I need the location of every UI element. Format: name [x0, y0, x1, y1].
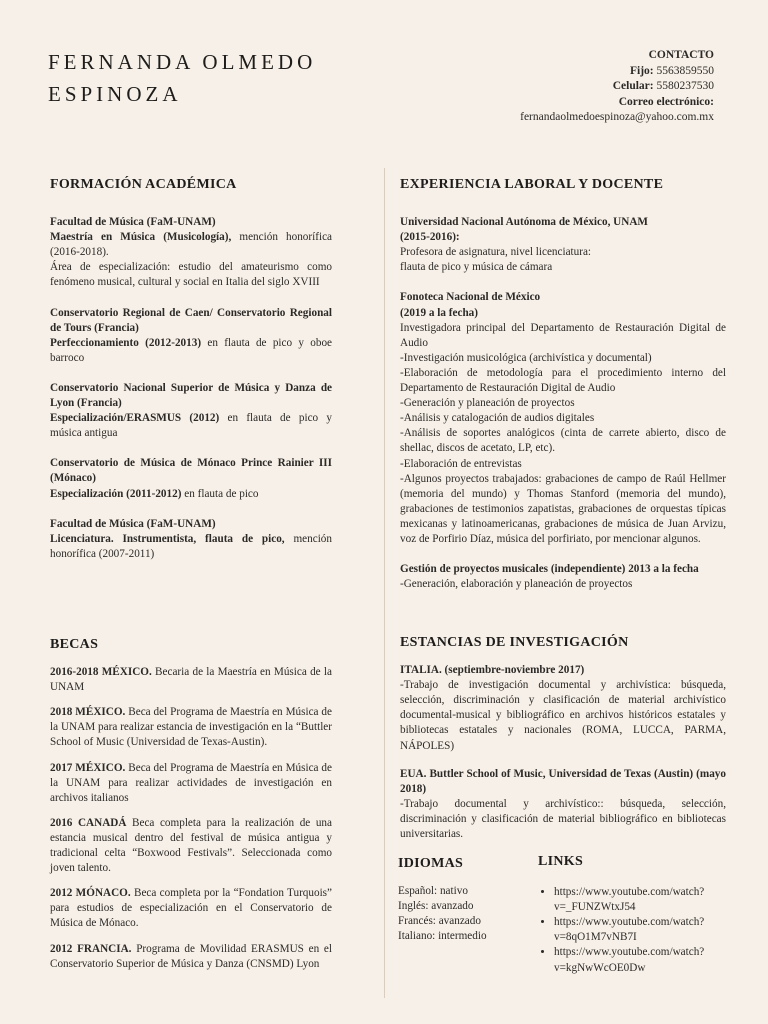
beca-text: Beca del Programa de Maestría en Música de la UNAM para realizar estancia de investigación en la “Buttler School of Music (Universidad de Texas-Austin).	[50, 706, 332, 749]
entry-degree-line	[50, 532, 332, 562]
job-line: flauta de pico y música de cámara	[400, 261, 553, 274]
entry-degree: Especialización (2011-2012)	[50, 487, 182, 500]
experiencia-entry	[400, 215, 726, 275]
link-item[interactable]: • https://www.youtube.com/watch?v=_FUNZWtxJ54	[554, 885, 728, 915]
entry-detail: en flauta de pico	[181, 487, 259, 500]
name-line-1: FERNANDA OLMEDO	[48, 50, 317, 74]
job-title: Fonoteca Nacional de México	[400, 291, 541, 304]
job-line: Profesora de asignatura, nivel licenciatura:	[400, 246, 592, 259]
link-item[interactable]: • https://www.youtube.com/watch?v=8qO1M7vNB7I	[554, 915, 728, 945]
formacion-heading: FORMACIÓN ACADÉMICA	[50, 177, 237, 192]
estancia-entry	[400, 767, 726, 842]
beca-text: Beca completa por la “Fondation Turquois” para estudios de especialización en el Conservatorio de Música de Mónaco.	[50, 887, 333, 930]
job-line: -Elaboración de metodología para el procedimiento interno del Departamento de Restauración Digital de Audio	[400, 366, 726, 395]
fijo-label: Fijo:	[629, 64, 654, 77]
estancias-heading: ESTANCIAS DE INVESTIGACIÓN	[400, 635, 629, 650]
idiomas-section	[398, 856, 518, 944]
email-label: Correo electrónico:	[618, 95, 714, 108]
entry-detail: en flauta de pico y música antigua	[50, 412, 332, 440]
person-name	[48, 46, 316, 110]
idioma-item: Español: nativo	[398, 885, 468, 898]
celular-label: Celular:	[612, 80, 654, 92]
job-line: -Investigación musicológica (archivística y documental)	[400, 351, 652, 364]
beca-entry	[50, 886, 332, 931]
beca-lead: 2016 CANADÁ	[50, 816, 127, 829]
entry-institution: Facultad de Música (FaM-UNAM)	[50, 517, 216, 530]
idioma-item: Inglés: avanzado	[398, 900, 474, 913]
entry-degree: Maestría en Música (Musicología),	[50, 231, 232, 244]
experiencia-section	[400, 177, 726, 592]
entry-detail: mención honorífica (2007-2011)	[50, 532, 332, 560]
contact-title: CONTACTO	[648, 49, 714, 61]
beca-entry	[50, 761, 332, 806]
entry-degree-line	[50, 411, 332, 441]
beca-lead: 2012 FRANCIA.	[50, 942, 132, 955]
beca-text: Beca completa para la realización de una estancia musical dentro del festival de música antigua y tradicional celta “Boxwood Festivals”. Seleccionada como joven talento.	[50, 816, 332, 875]
experiencia-entry	[400, 562, 726, 592]
beca-entry	[50, 942, 332, 972]
job-line: Investigadora principal del Departamento de Restauración Digital de Audio	[400, 321, 726, 349]
beca-lead: 2018 MÉXICO.	[50, 706, 126, 719]
becas-section	[50, 637, 332, 972]
entry-degree: Licenciatura. Instrumentista, flauta de pico,	[50, 532, 285, 545]
beca-text: Programa de Movilidad ERASMUS en el Conservatorio Superior de Música y Danza (CNSMD) Lyon	[50, 942, 332, 970]
estancia-text: -Trabajo documental y archivístico:: búsqueda, selección, discriminación y clasificación de material bibliográfico en bibliotecas universitarias.	[400, 797, 726, 841]
formacion-entry	[50, 381, 332, 441]
idiomas-heading: IDIOMAS	[398, 856, 464, 871]
experiencia-heading: EXPERIENCIA LABORAL Y DOCENTE	[400, 177, 664, 192]
beca-entry	[50, 816, 332, 876]
email-value[interactable]: fernandaolmedoespinoza@yahoo.com.mx	[520, 111, 714, 123]
job-period: (2015-2016):	[400, 231, 460, 244]
links-heading: LINKS	[538, 854, 584, 869]
entry-degree-line	[50, 487, 332, 502]
job-line: -Generación, elaboración y planeación de proyectos	[400, 578, 633, 591]
formacion-section	[50, 177, 332, 562]
job-line: -Algunos proyectos trabajados: grabaciones de campo de Raúl Hellmer (memoria del mundo) y Thomas Stanford (memoria del mundo), grabaciones de testimonios zapatistas, grabaciones de orquestas típicas mexicanas y latinoamericanas, grabaciones de música de Juan Arvizu, voz de Porfirio Díaz, música del porfiriato, por mencionar algunos.	[400, 472, 726, 545]
name-line-2: ESPINOZA	[48, 82, 182, 106]
contact-fijo	[384, 64, 714, 80]
estancia-text: -Trabajo de investigación documental y archivística: búsqueda, selección, discriminación y clasificación de material archivístico documental-musical y bibliográfico en archivos históricos estatales y bibliotecas estatales y nacionales (ROMA, LUCCA, PARMA, NÁPOLES)	[400, 679, 726, 752]
job-period: (2019 a la fecha)	[400, 306, 478, 319]
beca-lead: 2012 MÓNACO.	[50, 887, 131, 900]
job-line: -Análisis y catalogación de audios digitales	[400, 412, 595, 425]
entry-institution: Conservatorio de Música de Mónaco Prince Rainier III (Mónaco)	[50, 457, 332, 485]
entry-institution: Facultad de Música (FaM-UNAM)	[50, 216, 216, 229]
entry-detail: en flauta de pico y oboe barroco	[50, 336, 333, 364]
formacion-entry	[50, 456, 332, 501]
job-line: -Elaboración de entrevistas	[400, 457, 522, 470]
entry-institution: Conservatorio Nacional Superior de Música y Danza de Lyon (Francia)	[50, 381, 332, 410]
entry-detail: mención honorífica (2016-2018).	[50, 231, 332, 259]
estancias-section	[400, 635, 726, 842]
links-section	[538, 854, 728, 976]
entry-degree: Especialización/ERASMUS (2012)	[50, 412, 220, 425]
job-line: -Análisis de soportes analógicos (cinta de carrete abierto, disco de shellac, discos de acetato, LP, etc).	[400, 427, 726, 455]
formacion-entry	[50, 517, 332, 562]
idioma-item: Italiano: intermedio	[398, 930, 487, 943]
entry-degree-line	[50, 336, 332, 366]
job-line: -Generación y planeación de proyectos	[400, 397, 575, 410]
column-divider	[384, 168, 385, 998]
beca-entry	[50, 665, 332, 695]
idioma-item: Francés: avanzado	[398, 915, 481, 928]
link-item[interactable]: • https://www.youtube.com/watch?v=kgNwWcOE0Dw	[554, 945, 728, 975]
beca-text: Becaria de la Maestría en Música de la UNAM	[50, 666, 332, 694]
entry-institution: Conservatorio Regional de Caen/ Conservatorio Regional de Tours (Francia)	[50, 306, 332, 334]
formacion-entry	[50, 306, 332, 366]
beca-lead: 2017 MÉXICO.	[50, 761, 126, 774]
job-title: Gestión de proyectos musicales (independiente) 2013 a la fecha	[400, 563, 699, 576]
estancia-title: ITALIA. (septiembre-noviembre 2017)	[400, 664, 585, 677]
contact-block	[384, 48, 714, 126]
entry-degree: Perfeccionamiento (2012-2013)	[50, 336, 202, 349]
celular-value: 5580237530	[656, 80, 714, 92]
links-list	[538, 885, 728, 976]
entry-extra: Área de especialización: estudio del amateurismo como fenómeno musical, cultural y social en Italia del siglo XVIII	[50, 261, 332, 289]
formacion-entry	[50, 215, 332, 290]
becas-heading: BECAS	[50, 637, 99, 652]
contact-celular	[384, 79, 714, 95]
estancia-title: EUA. Buttler School of Music, Universidad de Texas (Austin) (mayo 2018)	[400, 767, 726, 795]
entry-degree-line	[50, 230, 332, 260]
fijo-value: 5563859550	[656, 64, 714, 77]
beca-text: Beca del Programa de Maestría en Música de la UNAM para realizar actividades de investigación en archivos italianos	[50, 761, 332, 804]
job-title: Universidad Nacional Autónoma de México, UNAM	[400, 216, 648, 229]
estancia-entry	[400, 663, 726, 754]
experiencia-entry	[400, 290, 726, 547]
beca-entry	[50, 705, 332, 750]
beca-lead: 2016-2018 MÉXICO.	[50, 666, 152, 679]
